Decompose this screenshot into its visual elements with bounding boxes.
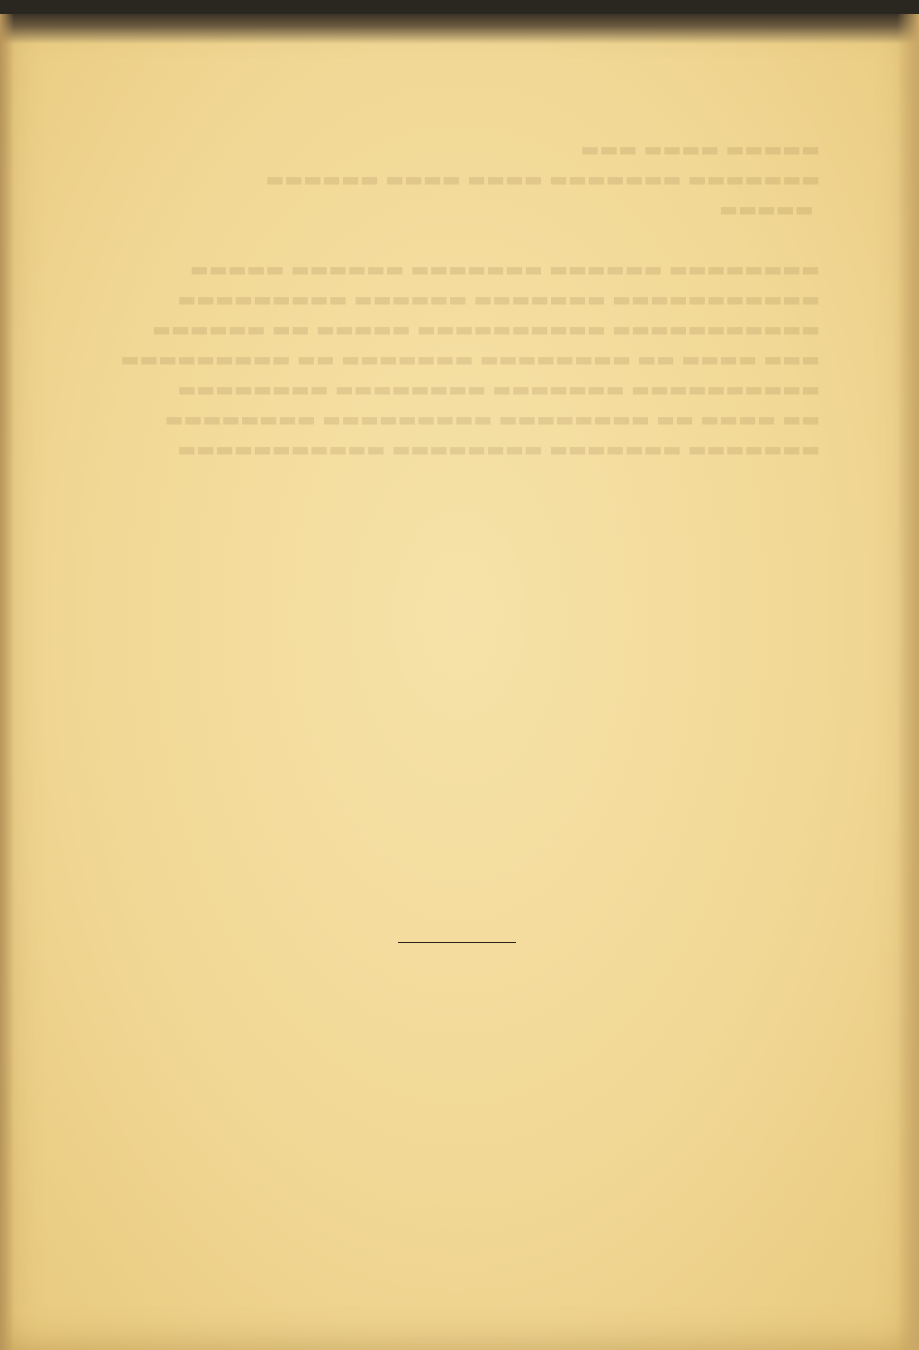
page-right-edge — [897, 14, 919, 1350]
section-separator-rule — [398, 942, 516, 943]
bleed-through-texture: ▬▬▬▬▬ ▬▬▬▬ ▬▬▬ ▬▬▬▬▬▬▬ ▬▬▬▬▬▬▬ ▬▬▬▬ ▬▬▬▬ ▬▬▬▬▬▬ ▬▬▬▬▬ ▬▬▬▬▬▬▬▬ ▬▬▬▬▬▬ ▬▬▬▬▬▬▬ ▬▬▬▬▬▬ ▬▬▬▬▬ ▬▬▬▬▬▬▬▬▬▬▬ ▬▬▬▬▬▬▬ ▬▬▬▬▬▬ ▬▬▬▬▬▬▬▬▬ ▬▬▬▬▬▬▬▬▬▬▬ ▬▬▬▬▬▬▬▬▬▬ ▬▬▬▬▬ ▬▬ ▬▬▬▬▬▬ ▬▬▬ ▬▬▬▬ ▬▬ ▬▬▬▬▬▬▬▬ ▬▬▬▬▬▬▬ ▬▬ ▬▬▬▬▬▬▬▬▬ ▬▬▬▬▬▬▬▬▬▬ ▬▬▬▬▬▬▬ ▬▬▬▬▬▬▬▬ ▬▬▬▬▬▬▬▬ ▬▬ ▬▬▬▬ ▬▬ ▬▬▬▬▬▬▬▬ ▬▬▬▬▬▬▬▬▬ ▬▬▬▬▬▬▬▬ ▬▬▬▬▬▬▬ ▬▬▬▬▬▬▬ ▬▬▬▬▬▬▬▬ ▬▬▬▬▬▬▬▬▬▬▬ — [120, 137, 820, 461]
book-page — [0, 14, 919, 1350]
page-left-edge — [0, 14, 14, 1350]
page-top-edge — [0, 14, 919, 44]
